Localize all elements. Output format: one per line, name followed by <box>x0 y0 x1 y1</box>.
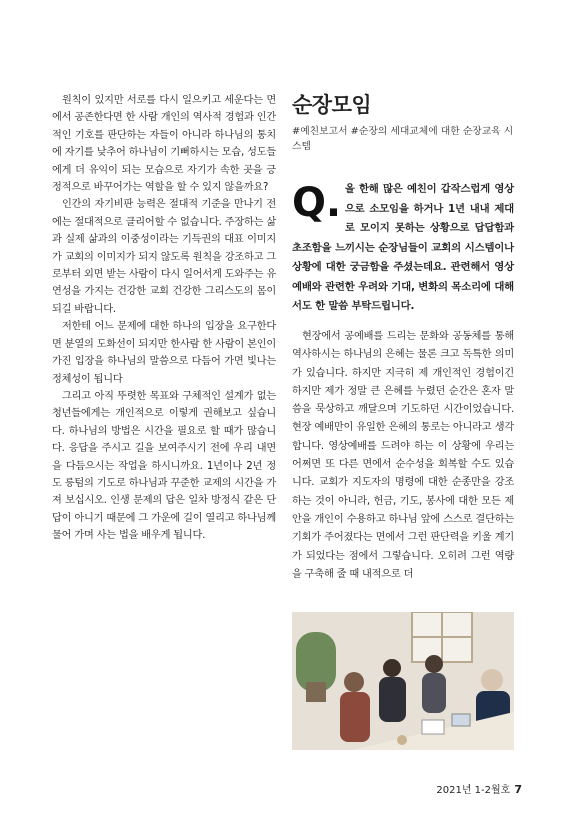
issue-label: 2021년 1-2월호 <box>436 785 511 796</box>
drop-cap <box>292 180 341 226</box>
right-column-header <box>292 92 514 154</box>
page-number: 7 <box>514 783 522 796</box>
drop-cap-letter: Q <box>292 180 326 226</box>
page-footer <box>436 781 522 796</box>
hashtags: #예친보고서 #순장의 세대교체에 대한 순장교육 시스템 <box>292 126 514 152</box>
paragraph: 그리고 아직 뚜렷한 목표와 구체적인 설계가 없는 청년들에게는 개인적으로 이렇게 권해보고 싶습니다. 하나님의 방법은 시간을 필요로 할 때가 많습니다. 응답을 주시고 길을 보여주시기 전에 우리 내면을 다듬으시는 작업을 하시니까요. 1년이나 2년 정도 릉텀의 기도로 하나님과 꾸준한 교제의 시간을 가져 보십시오. 인생 문제의 답은 일차 방정식 같은 단답이 아니기 때문에 그 가운에 길이 열리고 하나님께 물어 가며 사는 법을 배우게 됩니다. <box>52 390 276 542</box>
paragraph: 저한테 어느 문제에 대한 하나의 입장을 요구한다면 분열의 도화선이 되지만 한사람 한 사람이 본인이 가진 입장을 하나님의 말씀으로 다듬어 가면 빛나는 정체성이 됩니다 <box>52 321 276 385</box>
left-column <box>52 92 276 545</box>
section-title: 순장모임 <box>292 93 372 117</box>
answer-text: 현장에서 공예배를 드리는 문화와 공동체를 통해 역사하시는 하나님의 은혜는 물론 크고 독특한 의미가 있습니다. 하지만 지극히 제 개인적인 경험이긴 하지만 제가 정말 큰 은혜를 누렸던 순간은 혼자 말씀을 묵상하고 깨달으며 기도하던 시간이었습니다. 현장 예배만이 유일한 은혜의 통로는 아니라고 생각합니다. 영상예배를 드려야 하는 이 상황에 우리는 어쩌면 또 다른 면에서 순수성을 회복할 수도 있습니다. 교회가 지도자의 명령에 대한 순종만을 강조하는 것이 아니라, 헌금, 기도, 봉사에 대한 모든 제안을 개인이 수용하고 하나님 앞에 스스로 결단하는 기회가 주어졌다는 면에서 그런 판단력을 키울 계기가 되었다는 점에서 그렇습니다. 오히려 그런 역량을 구축해 줄 때 내적으로 더 <box>292 331 514 580</box>
meeting-photo <box>292 612 514 750</box>
question-block <box>292 180 514 317</box>
question-text: 올 한해 많은 예친이 갑작스럽게 영상으로 소모임을 하거나 1년 내내 제대로 모이지 못하는 상황으로 답답함과 초조함을 느끼시는 순장님들이 교회의 시스템이나 상황에 대한 궁금함을 주셨는데요. 관련해서 영상예배와 관련한 우려와 기대, 변화의 목소리에 대해서도 한 말씀 부탁드립니다. <box>292 183 514 312</box>
paragraph: 인간의 자기비판 능력은 절대적 기준을 만나기 전에는 절대적으로 클리어할 수 없습니다. 주장하는 삶과 실제 삶과의 이중성이라는 기득권의 대표 이미지가 교회의 이미지가 되지 않도록 원칙을 강조하고 그로부터 외면 받는 사람이 다시 일어서게 도와주는 유연성을 가지는 건강한 교회 건강한 그리스도의 몸이 되길 바랍니다. <box>52 199 276 315</box>
drop-cap-dot: . <box>325 180 341 226</box>
paragraph: 원칙이 있지만 서로를 다시 일으키고 세운다는 면에서 공존한다면 한 사람 개인의 역사적 경험과 인간적인 기호를 판단하는 자들이 아니라 하나님의 통치에 자기를 낮추어 하나님이 기뻐하시는 모습, 성도들에게 더 유익이 되는 모습으로 자기가 속한 곳을 긍정적으로 바꾸어가는 역할을 할 수 있지 않을까요? <box>52 95 276 194</box>
